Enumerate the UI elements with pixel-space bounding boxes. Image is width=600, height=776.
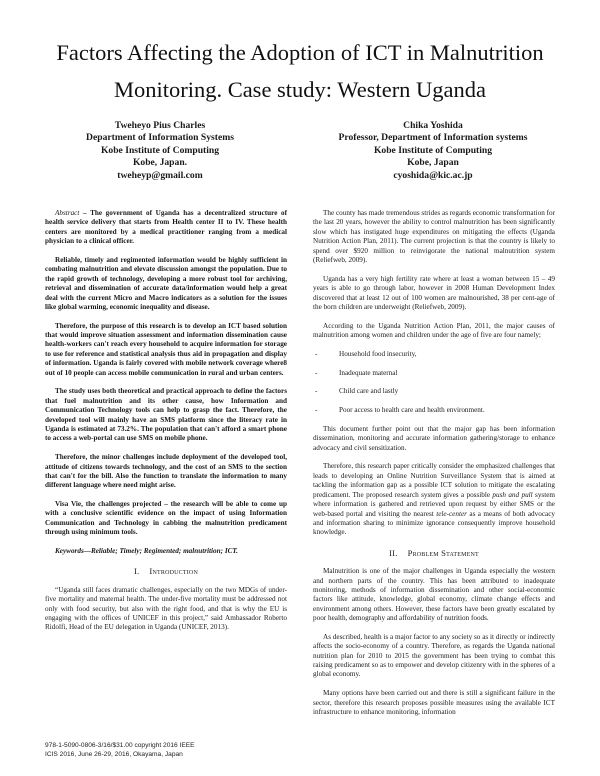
body-paragraph: The county has made tremendous strides as regards economic transformation for the last 20 years, however the ability to control malnutrition has been significantly slow which has instigated huge expenditures on mitigating the effects (Uganda Nutrition Action Plan, 2011). The current projection is that the country is likely to spend over $920 million to reinvigorate the national malnutrition system (Reliefweb, 2009). bbox=[313, 209, 555, 265]
author-email: cyoshida@kic.ac.jp bbox=[393, 169, 473, 181]
author-email: tweheyp@gmail.com bbox=[117, 169, 203, 181]
text-span: as a means of both advocacy and information sharing to minimize ignorance consequently improve household knowledge. bbox=[313, 509, 555, 537]
author-block-2 bbox=[313, 120, 553, 182]
abstract-text: – The government of Uganda has a decentralized structure of health service delivery that starts from Health center II to IV. These health centers are monitored by a medical practitioner ranging from a medical physician to a clinical officer. bbox=[45, 209, 287, 246]
author-name: Tweheyo Pius Charles bbox=[114, 120, 206, 131]
title-line-2: Monitoring. Case study: Western Uganda bbox=[113, 77, 487, 102]
abstract-paragraph: Therefore, the purpose of this research is to develop an ICT based solution that would improve situation assessment and information dissemination cause health-workers can't reach every household to acquire information for storage to use for reference and statistical analysis thus aid in propagation and display of information. Uganda is fairly covered with mobile network coverage where8 out of 10 people can access mobile communication in rural and urban centers. bbox=[45, 321, 287, 377]
right-column bbox=[313, 209, 555, 727]
author-name: Chika Yoshida bbox=[403, 120, 463, 131]
list-item: - Child care and lastly bbox=[313, 387, 555, 396]
keywords: Keywords—Reliable; Timely; Regimented; malnutrition; ICT. bbox=[55, 546, 238, 555]
footer-line-2: ICIS 2016, June 26-29, 2016, Okayama, Japan bbox=[45, 751, 183, 758]
left-column bbox=[45, 209, 287, 642]
title-line-1: Factors Affecting the Adoption of ICT in Malnutrition bbox=[56, 40, 544, 65]
italic-term: push and pull bbox=[492, 490, 533, 499]
body-paragraph bbox=[313, 462, 555, 537]
text-span: Therefore, this research paper critically consider the emphasized challenges that leads to developing an Online Nutrition Surveillance System that is aimed at tackling the information gap as a possible ICT solution to mitigate the escalating predicament. The proposed research system gives a possible bbox=[313, 462, 555, 499]
abstract-paragraph: Therefore, the minor challenges include deployment of the developed tool, attitude of citizens towards technology, and the cost of an SMS to the section that can't for the bill. Also the function to translate the information to many different language where need might arise. bbox=[45, 453, 287, 490]
italic-term: tele-center bbox=[436, 509, 467, 518]
abstract-label: Abstract bbox=[55, 209, 80, 217]
body-paragraph: This document further point out that the major gap has been information dissemination, monitoring and accurate information gathering/storage to enhance advocacy and civil sensitization. bbox=[313, 424, 555, 452]
section-heading-problem-statement bbox=[313, 549, 555, 558]
section-title: Introduction bbox=[149, 566, 198, 577]
list-item: - Household food insecurity, bbox=[313, 350, 555, 359]
body-paragraph: According to the Uganda Nutrition Action Plan, 2011, the major causes of malnutrition among women and children under the age of five are four namely; bbox=[313, 321, 555, 340]
body-paragraph: Uganda has a very high fertility rate where at least a woman between 15 – 49 years is able to go through labor, however in 2008 Human Development Index discovered that at least 12 out of 100 women are malnourished, 38 per cent-age of the born children are underweight (Reliefweb, 2009). bbox=[313, 274, 555, 311]
author-location: Kobe, Japan. bbox=[132, 157, 188, 169]
body-paragraph: Many options have been carried out and there is still a significant failure in the sector, therefore this research proposes possible measures using the available ICT infrastructure to enhance monitoring, information bbox=[313, 689, 555, 716]
list-item: - Inadequate maternal bbox=[313, 369, 555, 378]
text-span: system where information is gathered and retrieved upon request by either SMS or the web-based portal and visiting the nearest bbox=[313, 490, 555, 518]
list-item: - Poor access to health care and health environment. bbox=[313, 406, 555, 415]
author-institute: Kobe Institute of Computing bbox=[373, 144, 493, 156]
section-title: Problem Statement bbox=[407, 547, 479, 558]
body-paragraph: As described, health is a major factor to any society so as it directly or indirectly affects the socio-economy of a country. Therefore, as regards the Uganda national nutrition plan for 2010 to 2015 the government has been trying to combat this raising predicament so as to empower and develop citizenry with in the spheres of a global economy. bbox=[313, 632, 555, 679]
author-location: Kobe, Japan bbox=[407, 157, 459, 169]
author-block-1 bbox=[45, 120, 275, 182]
footer-line-1: 978-1-5090-0806-3/16/$31.00 copyright 2016 IEEE bbox=[45, 742, 195, 749]
footer-copyright bbox=[45, 741, 195, 759]
causes-list bbox=[313, 350, 555, 416]
intro-paragraph: “Uganda still faces dramatic challenges, especially on the two MDGs of under-five mortality and maternal health. The under-five mortality must be addressed not only with food security, but also with the right food, and that is why the EU is engaging with the offices of UNICEF in this project,” said Ambassador Roberto Ridolfi, Head of the EU delegation in Uganda (UNICEF, 2013). bbox=[45, 585, 287, 632]
author-department: Professor, Department of Information systems bbox=[338, 132, 528, 144]
abstract bbox=[45, 209, 287, 538]
abstract-paragraph: Reliable, timely and regimented information would be highly sufficient in combating malnutrition and elevate discussion amongst the population. Due to the rapid growth of technology, developing a more robust tool for archiving, retrieval and dissemination of accurate data/information would help a great deal with the current Micro and Macro indicators as a solution for the issues like global warming, economic inequality and disease. bbox=[45, 255, 287, 311]
section-number: II. bbox=[389, 547, 398, 558]
author-institute: Kobe Institute of Computing bbox=[100, 144, 220, 156]
abstract-paragraph bbox=[45, 209, 287, 247]
paper-title bbox=[20, 34, 580, 108]
section-heading-introduction bbox=[45, 567, 287, 576]
body-paragraph: Malnutrition is one of the major challenges in Uganda especially the western and northern parts of the country. This has been attributed to inadequate monitoring, methods of information dissemination and other social-economic factors like attitude, knowledge, global economy, climate change effects and environment among others. However, these factors have been greatly escalated by poor health, demography and affordability of nutrition foods. bbox=[313, 567, 555, 623]
section-number: I. bbox=[133, 566, 140, 577]
abstract-paragraph: The study uses both theoretical and practical approach to define the factors that fuel malnutrition and its other cause, how Information and Communication Technology tools can help to grasp the fact. Therefore, the developed tool will mainly have an SMS platform since the literacy rate in Uganda is estimated at 73.2%. The population that can't afford a smart phone to access a web-portal can use SMS on mobile phone. bbox=[45, 387, 287, 443]
abstract-paragraph: Visa Vie, the challenges projected – the research will be able to come up with a conclusive scientific evidence on the impact of using Information Communication and Technology in cabbing the malnutrition predicament through using minimum tools. bbox=[45, 500, 287, 537]
author-department: Department of Information Systems bbox=[86, 132, 234, 144]
